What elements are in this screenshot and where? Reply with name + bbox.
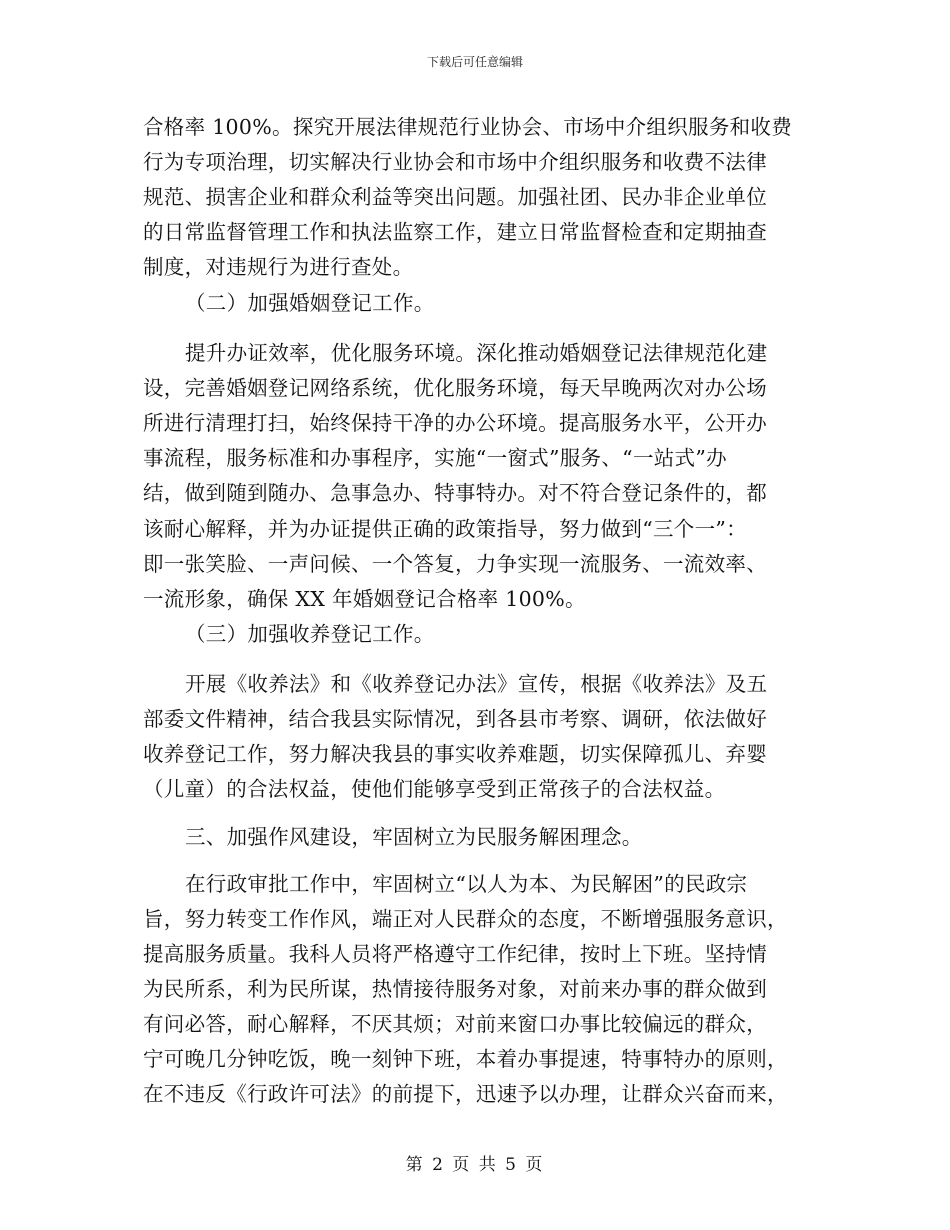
text-line: 一流形象，确保 XX 年婚姻登记合格率 100%。 bbox=[143, 587, 586, 611]
text-line: 该耐心解释，并为办证提供正确的政策指导，努力做到“三个一”： bbox=[143, 517, 747, 541]
text-line: 即一张笑脸、一声问候、一个答复，力争实现一流服务、一流效率、 bbox=[143, 552, 767, 576]
text-line: 的日常监督管理工作和执法监察工作，建立日常监督检查和定期抽查 bbox=[143, 220, 767, 244]
paragraph-start: 提升办证效率，优化服务环境。深化推动婚姻登记法律规范化建 bbox=[185, 341, 768, 365]
paragraph-start: 开展《收养法》和《收养登记办法》宣传，根据《收养法》及五 bbox=[185, 672, 768, 696]
paragraph-start: 在行政审批工作中，牢固树立“以人为本、为民解困”的民政宗 bbox=[185, 872, 748, 896]
text-line: 部委文件精神，结合我县实际情况，到各县市考察、调研，依法做好 bbox=[143, 707, 767, 731]
section-heading: （二）加强婚姻登记工作。 bbox=[185, 291, 435, 315]
text-line: 旨，努力转变工作作风，端正对人民群众的态度，不断增强服务意识， bbox=[143, 907, 788, 931]
text-line: 合格率 100%。探究开展法律规范行业协会、市场中介组织服务和收费 bbox=[143, 115, 793, 139]
text-line: （儿童）的合法权益，使他们能够享受到正常孩子的合法权益。 bbox=[143, 777, 726, 801]
text-line: 为民所系，利为民所谋，热情接待服务对象，对前来办事的群众做到 bbox=[143, 977, 767, 1001]
text-line: 所进行清理打扫，始终保持干净的办公环境。提高服务水平，公开办 bbox=[143, 411, 767, 435]
text-line: 结，做到随到随办、急事急办、特事特办。对不符合登记条件的，都 bbox=[143, 481, 767, 505]
section-heading: （三）加强收养登记工作。 bbox=[185, 622, 435, 646]
text-line: 事流程，服务标准和办事程序，实施“一窗式”服务、“一站式”办 bbox=[143, 446, 727, 470]
text-line: 提高服务质量。我科人员将严格遵守工作纪律，按时上下班。坚持情 bbox=[143, 942, 767, 966]
text-line: 有问必答，耐心解释，不厌其烦；对前来窗口办事比较偏远的群众， bbox=[143, 1012, 767, 1036]
text-line: 宁可晚几分钟吃饭，晚一刻钟下班，本着办事提速，特事特办的原则， bbox=[143, 1047, 788, 1071]
text-line: 制度，对违规行为进行查处。 bbox=[143, 255, 414, 279]
page-header: 下载后可任意编辑 bbox=[426, 55, 523, 69]
text-line: 收养登记工作，努力解决我县的事实收养难题，切实保障孤儿、弃婴 bbox=[143, 742, 767, 766]
text-line: 规范、损害企业和群众利益等突出问题。加强社团、民办非企业单位 bbox=[143, 185, 767, 209]
section-heading: 三、加强作风建设，牢固树立为民服务解困理念。 bbox=[185, 825, 643, 849]
text-line: 设，完善婚姻登记网络系统，优化服务环境，每天早晚两次对办公场 bbox=[143, 376, 767, 400]
text-line: 行为专项治理，切实解决行业协会和市场中介组织服务和收费不法律 bbox=[143, 150, 767, 174]
page-number: 第 2 页 共 5 页 bbox=[405, 1155, 545, 1175]
text-line: 在不违反《行政许可法》的前提下，迅速予以办理，让群众兴奋而来， bbox=[143, 1082, 788, 1106]
